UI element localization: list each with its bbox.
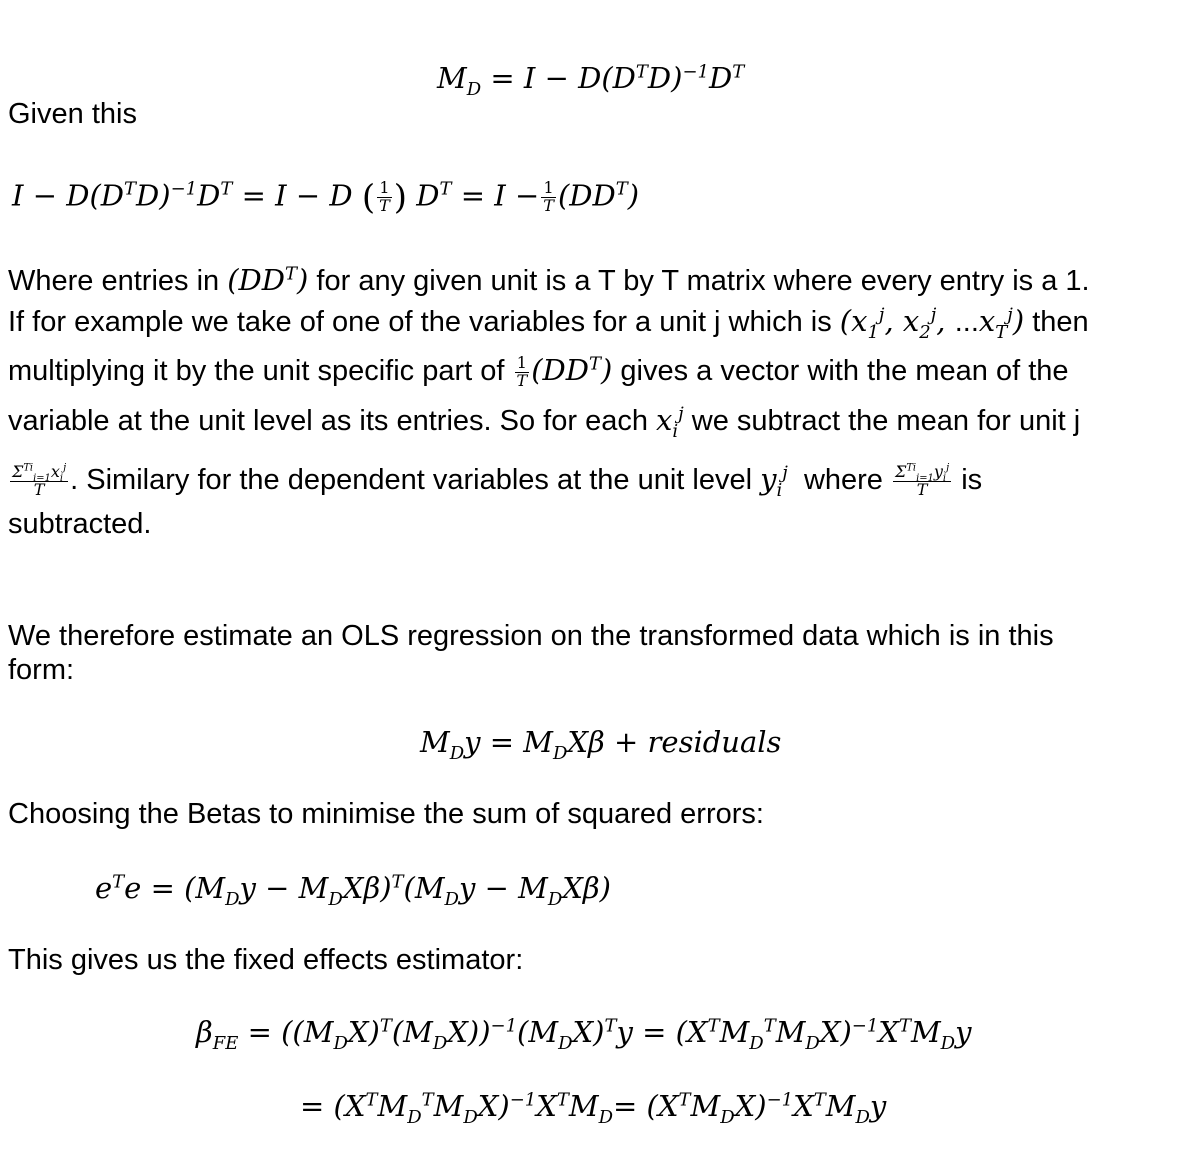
paragraph-2-line-2: form: <box>8 654 75 686</box>
paragraph-1-line-6: subtracted. <box>8 508 152 540</box>
given-this-text: Given this <box>8 98 137 130</box>
equation-expansion: $I - D(D^TD)^{-1}D^T = I - D$ ( $\frac{1}{T}$ ) $D^T = I$ − $\frac{1}{T}$ $(DD^T)$ <box>12 177 640 218</box>
choosing-betas-text: Choosing the Betas to minimise the sum of squared errors: <box>8 798 764 830</box>
paragraph-1-line-1: Where entries in $(DD^T)$ for any given unit is a T by T matrix where every entry is a 1. <box>8 263 1090 297</box>
equation-sse: $e^Te = (M_Dy - M_DX\beta)^T(M_Dy - M_DX\beta)$ <box>95 871 611 910</box>
paragraph-2-line-1: We therefore estimate an OLS regression on the transformed data which is in this <box>8 620 1054 652</box>
equation-model: $M_Dy = M_DX\beta$ + residuals <box>420 725 782 764</box>
paragraph-1-line-5: $\frac{\Sigma^{Ti}_{i=1}x_i^j}{T}$ . Similary for the dependent variables at the unit level $y_i^j$ where $\frac{\Sigma^{Ti}_{i=1}y_i^j}{T}$ is <box>12 461 983 501</box>
paragraph-1-line-4: variable at the unit level as its entries. So for each $x_i^j$ we subtract the mean for unit j <box>8 403 1081 442</box>
equation-fe-1: $\beta_{FE} = ((M_DX)^T(M_DX))^{-1}(M_DX)^Ty = (X^TM_D^TM_DX)^{-1}X^TM_Dy$ <box>196 1015 972 1054</box>
equation-fe-2: = $(X^TM_D^TM_DX)^{-1}X^TM_D= (X^TM_DX)^{-1}X^TM_Dy$ <box>300 1089 887 1128</box>
equation-md: $M_D = I - D(D^TD)^{-1}D^T$ <box>437 61 745 100</box>
paragraph-1-line-2: If for example we take of one of the variables for a unit j which is ($x_1^j$, $x_2^j$, $...x_T^j$) then <box>8 304 1089 343</box>
fixed-effects-text: This gives us the fixed effects estimator: <box>8 944 524 976</box>
paragraph-1-line-3: multiplying it by the unit specific part of $\frac{1}{T}$ $(DD^T)$ gives a vector with the mean of the <box>8 352 1069 390</box>
